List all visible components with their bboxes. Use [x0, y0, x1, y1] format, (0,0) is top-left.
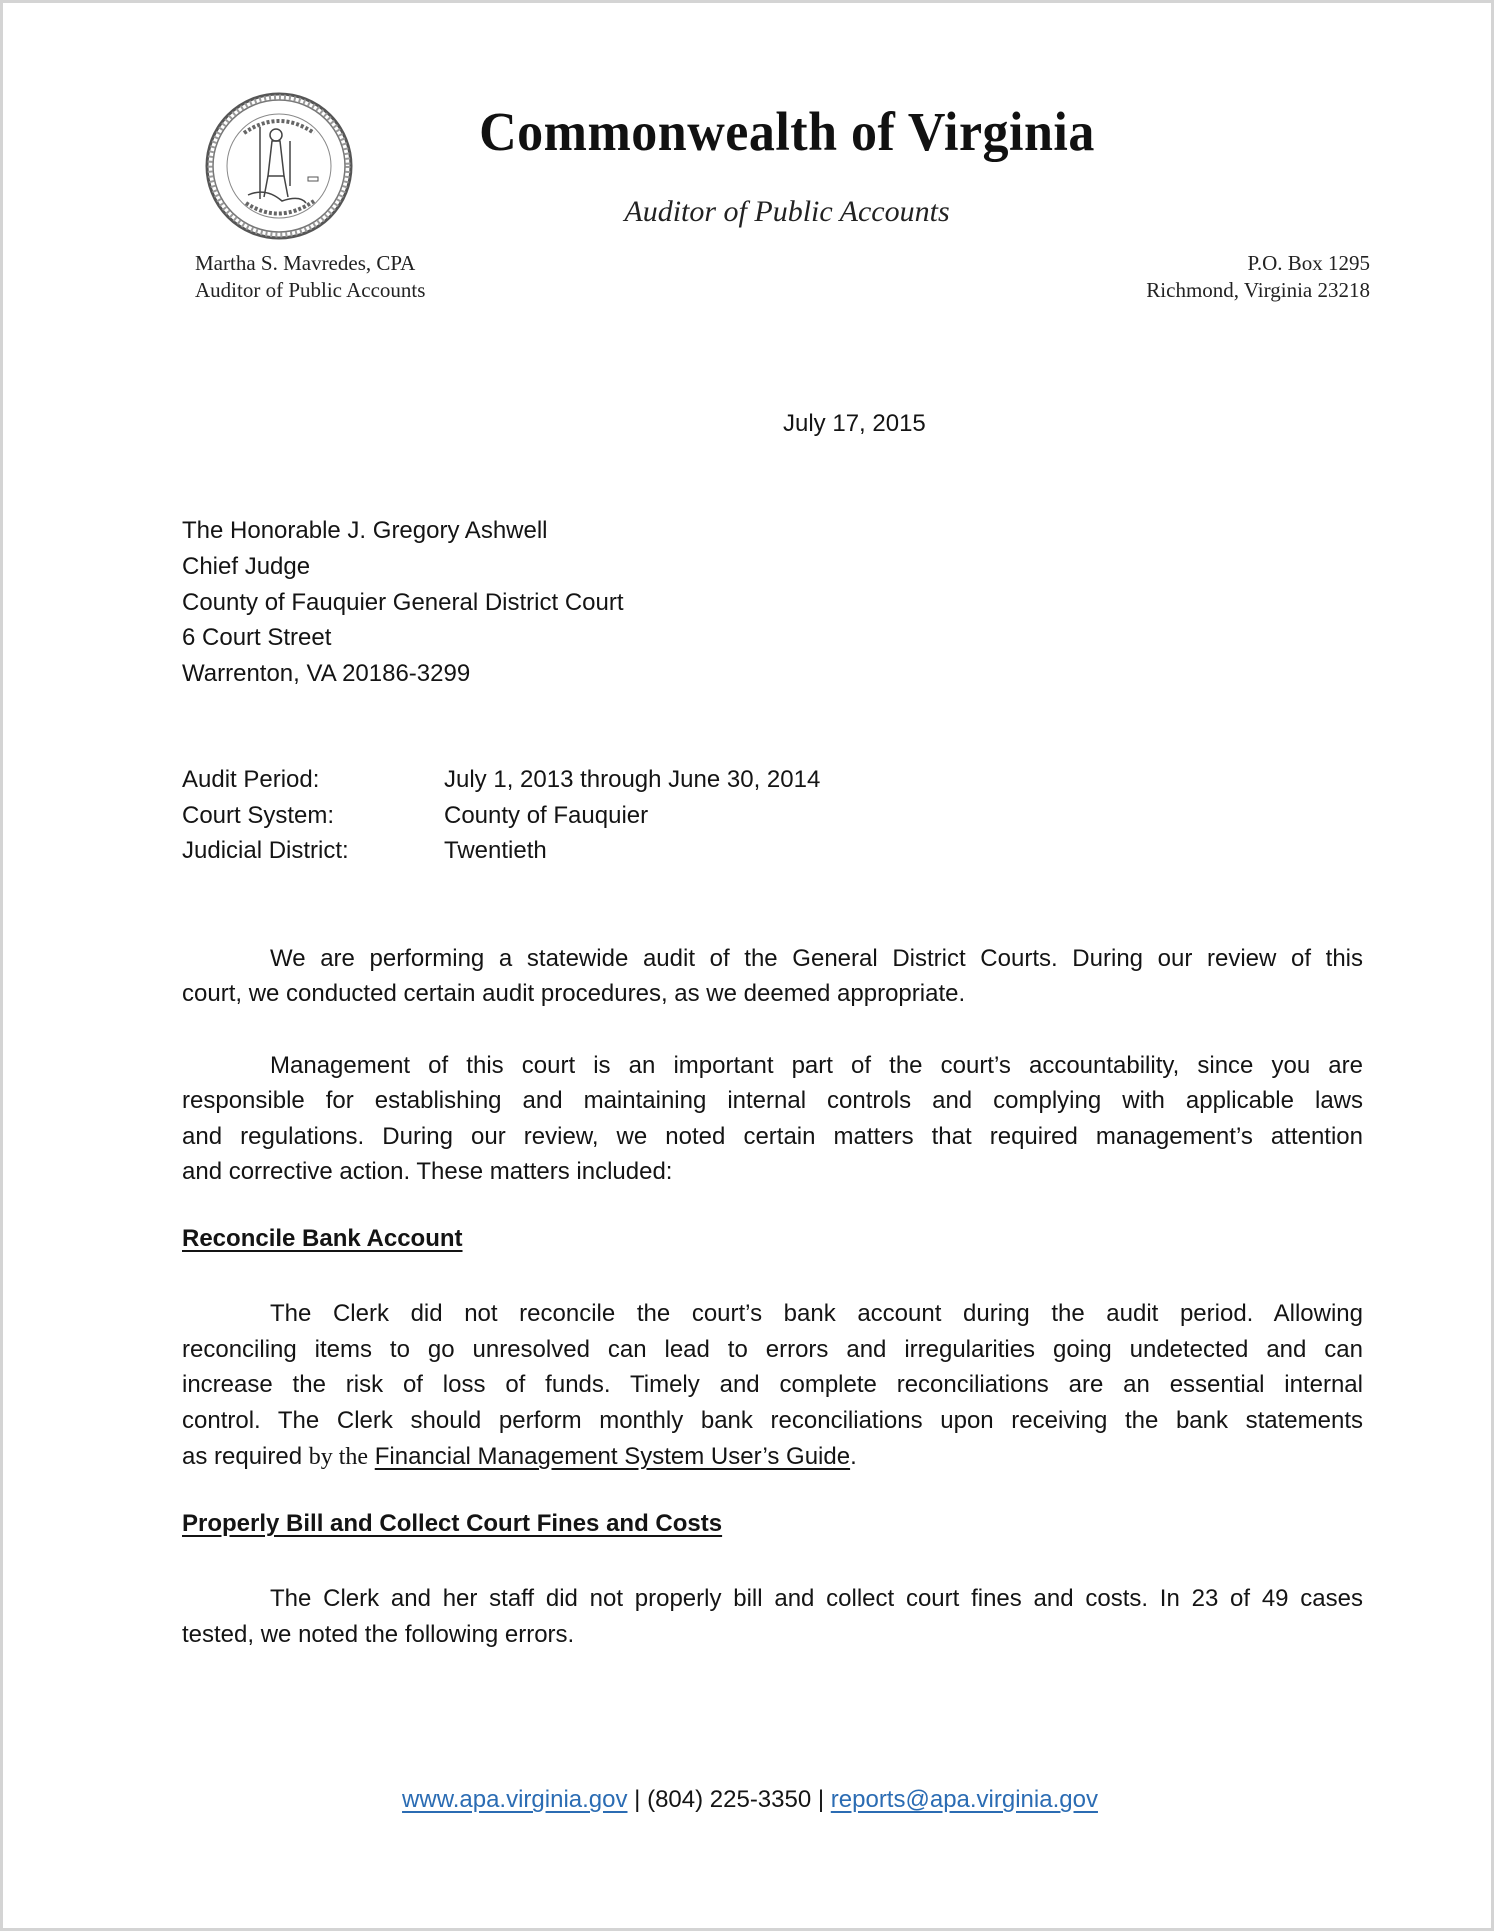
- letter-date: July 17, 2015: [783, 410, 926, 437]
- paragraph-line: increase the risk of loss of funds. Timely and complete reconciliations are an essential internal: [182, 1371, 1363, 1398]
- audit-period-label: Audit Period:: [182, 766, 320, 793]
- text-fragment: as required: [182, 1443, 309, 1470]
- paragraph-line: The Clerk did not reconcile the court’s bank account during the audit period. Allowing: [270, 1300, 1363, 1327]
- paragraph-line: reconciling items to go unresolved can lead to errors and irregularities going undetected and can: [182, 1336, 1363, 1363]
- paragraph-line: responsible for establishing and maintaining internal controls and complying with applicable laws: [182, 1087, 1363, 1114]
- court-system-label: Court System:: [182, 802, 335, 829]
- paragraph-line: We are performing a statewide audit of the General District Courts. During our review of this: [270, 945, 1363, 972]
- fms-users-guide-reference: Financial Management System User’s Guide: [374, 1443, 851, 1470]
- court-system-value: County of Fauquier: [444, 802, 649, 829]
- paragraph-line: court, we conducted certain audit procedures, as we deemed appropriate.: [182, 980, 966, 1007]
- recipient-line: Chief Judge: [182, 553, 311, 580]
- recipient-line: Warrenton, VA 20186-3299: [182, 660, 471, 687]
- letterhead-subtitle: Auditor of Public Accounts: [624, 195, 950, 228]
- auditor-name: Martha S. Mavredes, CPA: [195, 251, 416, 275]
- paragraph-line: Management of this court is an important part of the court’s accountability, since you are: [270, 1052, 1363, 1079]
- footer-separator: |: [817, 1786, 825, 1813]
- phone-number: (804) 225-3350: [647, 1786, 812, 1813]
- paragraph-line: [182, 1439, 1363, 1475]
- judicial-district-value: Twentieth: [444, 837, 547, 864]
- recipient-line: The Honorable J. Gregory Ashwell: [182, 517, 548, 544]
- recipient-line: 6 Court Street: [182, 624, 332, 651]
- paragraph-line: and corrective action. These matters included:: [182, 1158, 673, 1185]
- section-heading-fines-and-costs: Properly Bill and Collect Court Fines and Costs: [182, 1510, 723, 1537]
- paragraph-line: tested, we noted the following errors.: [182, 1621, 575, 1648]
- paragraph-line: The Clerk and her staff did not properly bill and collect court fines and costs. In 23 of 49 cases: [270, 1585, 1363, 1612]
- city-state-zip: Richmond, Virginia 23218: [1146, 278, 1370, 302]
- footer-contact: [3, 1786, 1494, 1814]
- recipient-line: County of Fauquier General District Court: [182, 589, 624, 616]
- paragraph-line: control. The Clerk should perform monthly bank reconciliations upon receiving the bank statements: [182, 1407, 1363, 1434]
- virginia-seal-icon: [204, 91, 354, 241]
- footer-separator: |: [634, 1786, 641, 1813]
- website-link[interactable]: www.apa.virginia.gov: [402, 1786, 628, 1813]
- paragraph-line: and regulations. During our review, we noted certain matters that required management’s attention: [182, 1123, 1363, 1150]
- po-box: P.O. Box 1295: [1247, 251, 1370, 275]
- audit-period-value: July 1, 2013 through June 30, 2014: [444, 766, 821, 793]
- section-heading-reconcile-bank-account: Reconcile Bank Account: [182, 1225, 463, 1252]
- letterhead-title: Commonwealth of Virginia: [479, 102, 1095, 163]
- auditor-title: Auditor of Public Accounts: [195, 278, 426, 302]
- email-link[interactable]: reports@apa.virginia.gov: [830, 1786, 1098, 1813]
- text-fragment: by the: [308, 1444, 369, 1470]
- judicial-district-label: Judicial District:: [182, 837, 349, 864]
- text-fragment: .: [850, 1443, 857, 1470]
